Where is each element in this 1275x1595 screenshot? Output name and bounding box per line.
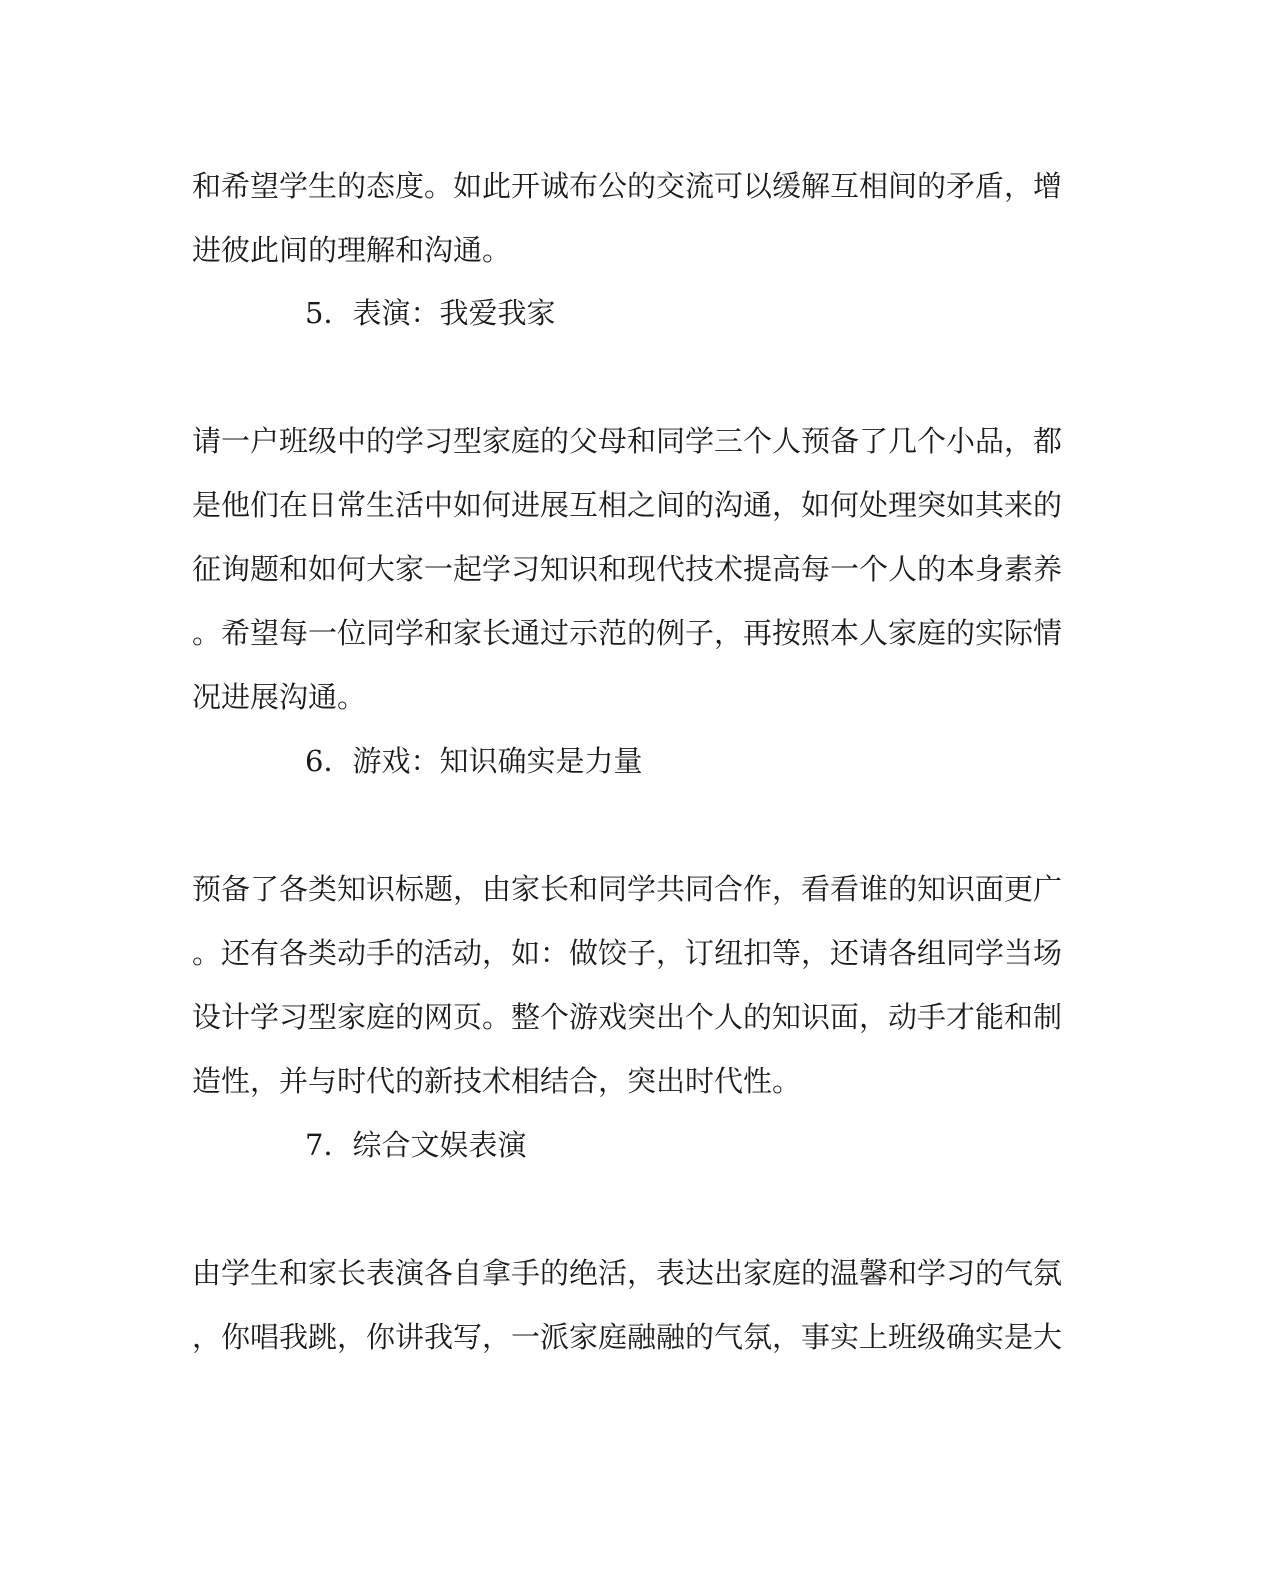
- paragraph-line: 是他们在日常生活中如何进展互相之间的沟通，如何处理突如其来的: [192, 488, 1062, 522]
- paragraph-line: 。希望每一位同学和家长通过示范的例子，再按照本人家庭的实际情: [192, 616, 1062, 650]
- paragraph-line: 进彼此间的理解和沟通。: [192, 233, 512, 267]
- section-heading: 7．综合文娱表演: [305, 1128, 527, 1162]
- paragraph-line: 和希望学生的态度。如此开诚布公的交流可以缓解互相间的矛盾，增: [192, 169, 1062, 203]
- paragraph-line: ，你唱我跳，你讲我写，一派家庭融融的气氛，事实上班级确实是大: [192, 1320, 1062, 1354]
- paragraph-line: 。还有各类动手的活动，如：做饺子，订纽扣等，还请各组同学当场: [192, 936, 1062, 970]
- section-heading: 5．表演：我爱我家: [305, 296, 556, 330]
- paragraph-line: 由学生和家长表演各自拿手的绝活，表达出家庭的温馨和学习的气氛: [192, 1256, 1062, 1290]
- paragraph-line: 请一户班级中的学习型家庭的父母和同学三个人预备了几个小品，都: [192, 424, 1062, 458]
- paragraph-line: 征询题和如何大家一起学习知识和现代技术提高每一个人的本身素养: [192, 552, 1062, 586]
- paragraph-line: 造性，并与时代的新技术相结合，突出时代性。: [192, 1064, 802, 1098]
- section-heading: 6．游戏：知识确实是力量: [305, 744, 643, 778]
- paragraph-line: 预备了各类知识标题，由家长和同学共同合作，看看谁的知识面更广: [192, 872, 1062, 906]
- paragraph-line: 设计学习型家庭的网页。整个游戏突出个人的知识面，动手才能和制: [192, 1000, 1062, 1034]
- paragraph-line: 况进展沟通。: [192, 680, 367, 714]
